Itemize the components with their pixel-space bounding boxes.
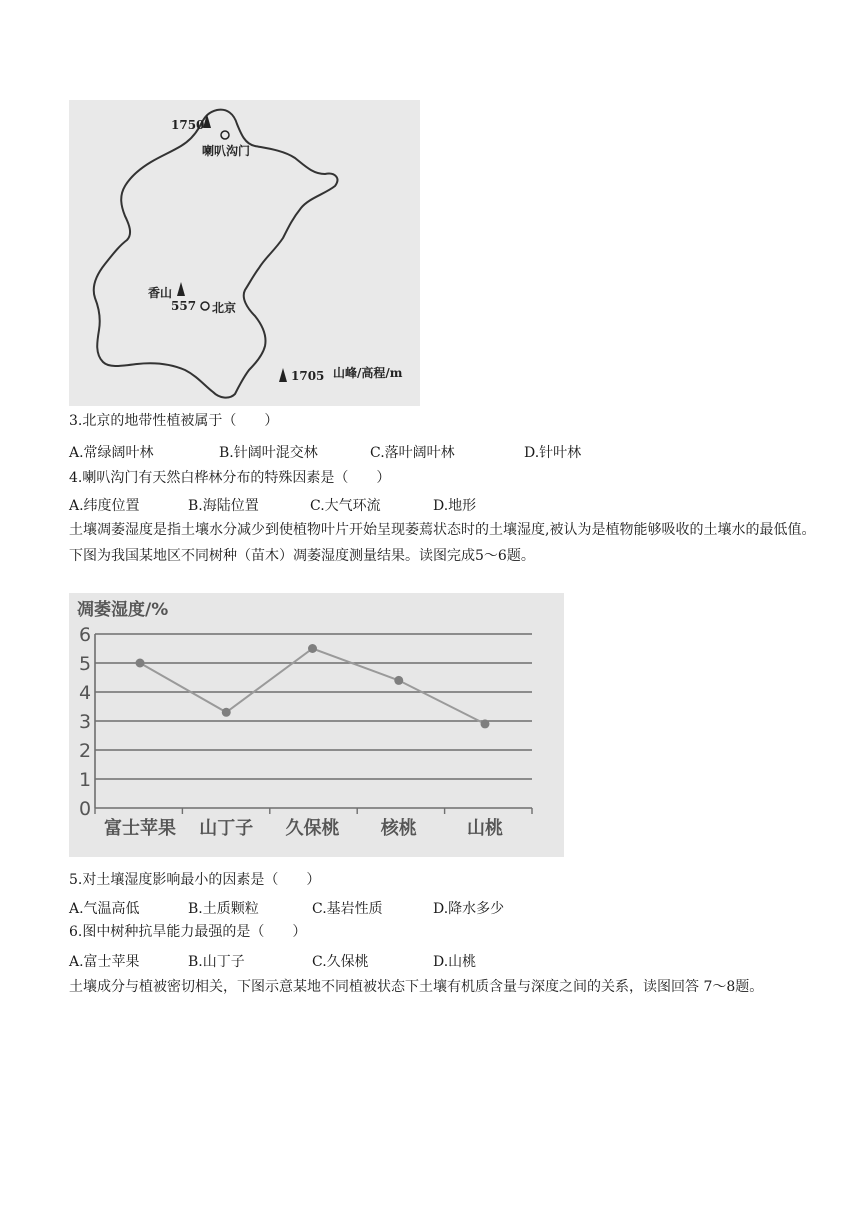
beijing-map-figure — [69, 100, 420, 406]
legend-elevation-label: 1705 — [291, 369, 325, 383]
question-5-stem: 5.对土壤湿度影响最小的因素是（ ） — [69, 872, 321, 888]
map-legend-label: 山峰/高程/m — [333, 366, 403, 380]
option-b: B.海陆位置 — [188, 498, 259, 514]
option-b: B.土质颗粒 — [188, 901, 259, 917]
xiangshan-label: 香山 — [148, 286, 173, 300]
option-b: B.山丁子 — [188, 954, 245, 970]
labagoumen-label: 喇叭沟门 — [202, 144, 251, 158]
x-tick-label: 久保桃 — [285, 818, 340, 839]
x-tick-label: 山桃 — [467, 818, 503, 839]
y-tick-label: 3 — [78, 711, 92, 733]
option-c: C.大气环流 — [310, 498, 381, 514]
y-tick-label: 2 — [78, 740, 92, 762]
option-a: A.气温高低 — [69, 901, 140, 917]
data-point — [136, 659, 145, 668]
beijing-label: 北京 — [212, 301, 237, 315]
town-icon — [221, 131, 229, 139]
option-d: D.山桃 — [433, 954, 477, 970]
question-3-stem: 3.北京的地带性植被属于（ ） — [69, 413, 279, 429]
question-4-options — [69, 495, 829, 515]
series-line — [140, 649, 485, 724]
x-tick-label: 山丁子 — [199, 818, 254, 839]
x-tick-label: 核桃 — [380, 818, 417, 839]
city-icon — [201, 302, 209, 310]
xiangshan-elevation-label: 557 — [171, 299, 197, 313]
chart-ylabel: 凋萎湿度/% — [77, 600, 169, 620]
option-a: A.富士苹果 — [69, 954, 140, 970]
data-point — [308, 644, 317, 653]
question-4-stem: 4.喇叭沟门有天然白桦林分布的特殊因素是（ ） — [69, 470, 391, 486]
y-tick-label: 6 — [78, 624, 92, 646]
passage-wilting-humidity: 土壤凋萎湿度是指土壤水分减少到使植物叶片开始呈现萎蔫状态时的土壤湿度,被认为是植物能够吸收的土壤水的最低值。下图为我国某地区不同树种（苗木）凋萎湿度测量结果。读图完成5～6题。 — [69, 522, 816, 564]
y-tick-label: 0 — [78, 798, 92, 820]
option-a: A.常绿阔叶林 — [69, 445, 154, 461]
option-c: C.基岩性质 — [312, 901, 383, 917]
question-6-options — [69, 951, 829, 971]
data-point — [222, 708, 231, 717]
y-tick-label: 4 — [78, 682, 92, 704]
question-3-options — [69, 442, 829, 462]
question-5-options — [69, 898, 829, 918]
peak-elevation-label: 1750 — [171, 118, 205, 132]
option-d: D.地形 — [433, 498, 477, 514]
passage-soil-organic-matter: 土壤成分与植被密切相关，下图示意某地不同植被状态下土壤有机质含量与深度之间的关系，读图回答 7～8题。 — [69, 979, 764, 995]
option-d: D.降水多少 — [433, 901, 505, 917]
option-a: A.纬度位置 — [69, 498, 140, 514]
question-6-stem: 6.图中树种抗旱能力最强的是（ ） — [69, 924, 307, 940]
option-b: B.针阔叶混交林 — [219, 445, 318, 461]
peak-icon — [177, 282, 185, 296]
y-tick-label: 1 — [78, 769, 92, 791]
legend-peak-icon — [279, 368, 287, 382]
chart-canvas — [69, 593, 564, 857]
option-c: C.落叶阔叶林 — [370, 445, 455, 461]
x-tick-label: 富士苹果 — [104, 818, 176, 839]
data-point — [394, 676, 403, 685]
data-point — [481, 719, 490, 728]
wilting-humidity-chart — [69, 593, 564, 857]
option-d: D.针叶林 — [524, 445, 582, 461]
y-tick-label: 5 — [78, 653, 92, 675]
option-c: C.久保桃 — [312, 954, 369, 970]
